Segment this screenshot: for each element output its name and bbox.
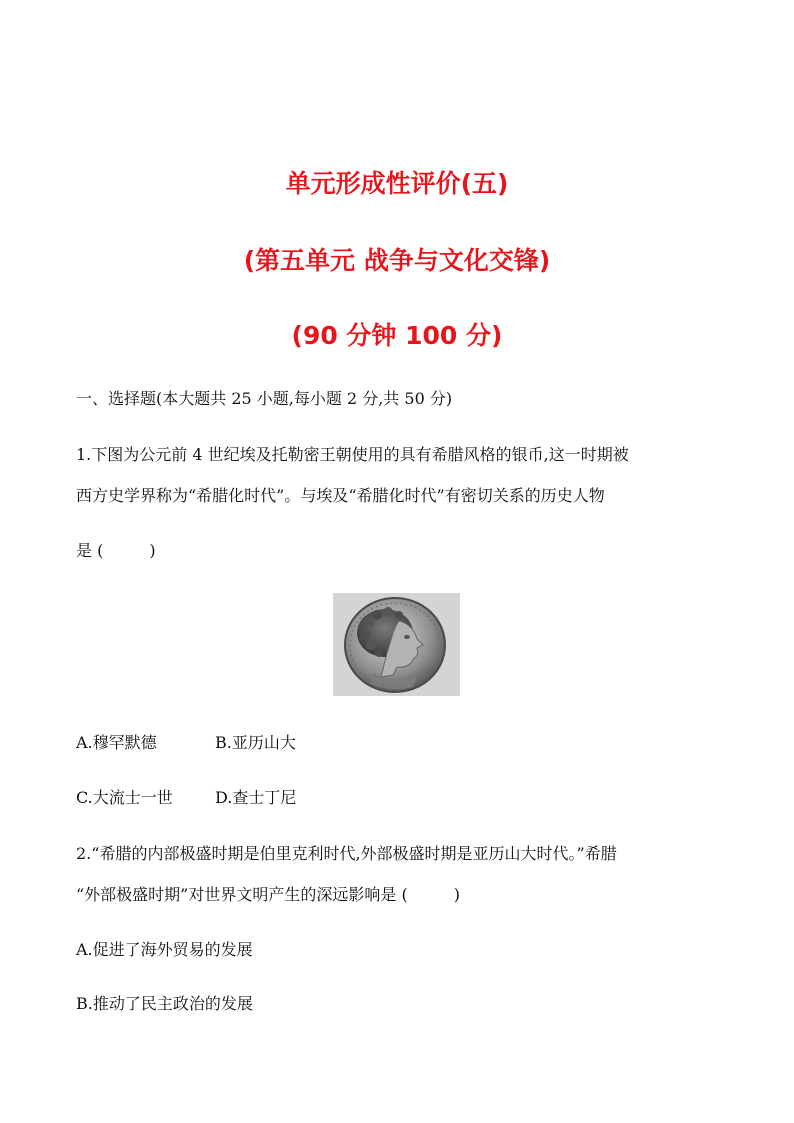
q1-stem-line-2: 西方史学界称为“希腊化时代”。与埃及“希腊化时代”有密切关系的历史人物 bbox=[76, 486, 605, 505]
unit-title: 单元形成性评价(五) bbox=[285, 169, 509, 198]
q2-stem-line-2 bbox=[76, 884, 460, 906]
q1-stem-line-3 bbox=[76, 540, 156, 562]
q1-options-row-1 bbox=[76, 732, 296, 754]
silver-coin-image bbox=[333, 593, 460, 696]
q2-stem-line-1: 2.“希腊的内部极盛时期是伯里克利时代,外部极盛时期是亚历山大时代。”希腊 bbox=[76, 844, 617, 863]
q1-option-c[interactable]: C.大流士一世 bbox=[76, 788, 173, 807]
section-heading: 一、选择题(本大题共 25 小题,每小题 2 分,共 50 分) bbox=[76, 389, 453, 408]
q1-options-row-2 bbox=[76, 787, 297, 809]
time-score-line: (90 分钟 100 分) bbox=[291, 321, 503, 350]
q1-option-a[interactable]: A.穆罕默德 bbox=[76, 733, 157, 752]
q1-option-b[interactable]: B.亚历山大 bbox=[215, 733, 296, 752]
q2-answer-paren-close: ) bbox=[453, 885, 460, 904]
q2-stem-text: “外部极盛时期”对世界文明产生的深远影响是 ( bbox=[76, 885, 408, 904]
q1-stem-text: 是 ( bbox=[76, 541, 104, 560]
unit-subtitle: (第五单元 战争与文化交锋) bbox=[243, 246, 551, 275]
q1-option-d[interactable]: D.查士丁尼 bbox=[215, 788, 297, 807]
q1-answer-paren-close: ) bbox=[149, 541, 156, 560]
q2-option-a[interactable]: A.促进了海外贸易的发展 bbox=[76, 940, 253, 959]
q2-option-b[interactable]: B.推动了民主政治的发展 bbox=[76, 994, 253, 1013]
q1-stem-line-1: 1.下图为公元前 4 世纪埃及托勒密王朝使用的具有希腊风格的银币,这一时期被 bbox=[76, 445, 629, 464]
